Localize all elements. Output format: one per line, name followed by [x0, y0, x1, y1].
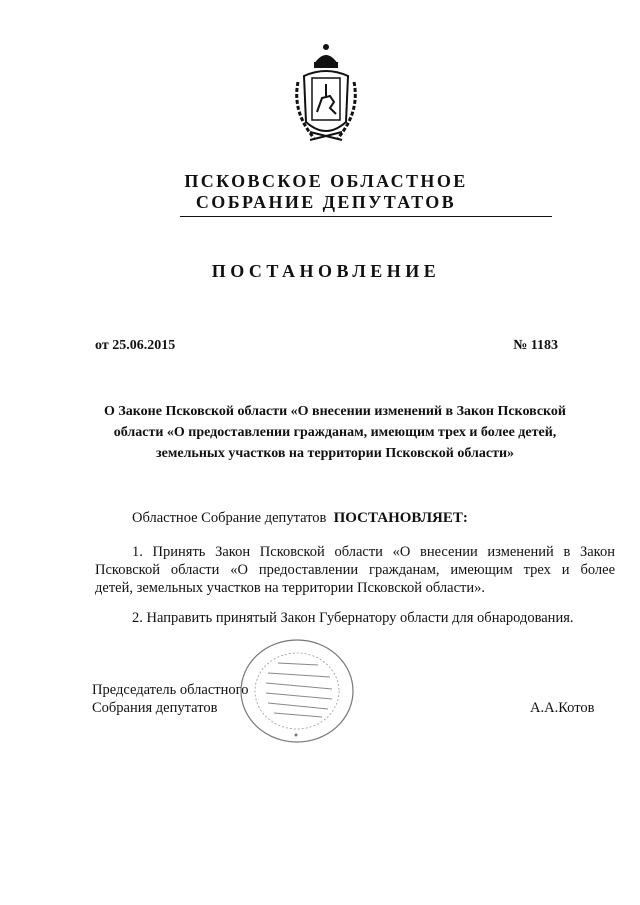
subject-line: О Законе Псковской области «О внесении изменений в Закон Псковской	[104, 404, 566, 419]
item1-line: детей, земельных участков на территории Псковской области».	[95, 580, 485, 596]
item1-line: 1. Принять Закон Псковской области «О внесении изменений в Закон	[132, 544, 615, 560]
organization-name-line1: ПСКОВСКОЕ ОБЛАСТНОЕ	[184, 171, 468, 191]
organization-name-line2: СОБРАНИЕ ДЕПУТАТОВ	[195, 192, 457, 212]
subject-line: области «О предоставлении гражданам, имеющим трех и более детей,	[113, 425, 557, 440]
resolution-item-2: 2. Направить принятый Закон Губернатору области для обнародования.	[132, 610, 574, 626]
intro-resolves: ПОСТАНОВЛЯЕТ:	[333, 510, 468, 526]
coat-of-arms-emblem	[290, 42, 362, 146]
subject-line: земельных участков на территории Псковской области»	[155, 446, 515, 461]
resolution-intro	[132, 509, 468, 527]
signatory-name: А.А.Котов	[530, 700, 595, 716]
position-line: Собрания депутатов	[92, 700, 218, 716]
item1-line: Псковской области «О предоставлении гражданам, имеющим трех и более	[95, 562, 615, 578]
position-line: Председатель областного	[92, 682, 249, 698]
document-number: № 1183	[513, 338, 558, 353]
intro-text: Областное Собрание депутатов	[132, 510, 327, 526]
header-divider	[180, 216, 552, 217]
official-stamp	[238, 637, 356, 745]
resolution-item-1	[95, 543, 615, 597]
document-type: ПОСТАНОВЛЕНИЕ	[211, 261, 441, 281]
signatory-position	[92, 681, 248, 717]
document-date: от 25.06.2015	[95, 338, 176, 353]
document-subject	[95, 401, 575, 464]
